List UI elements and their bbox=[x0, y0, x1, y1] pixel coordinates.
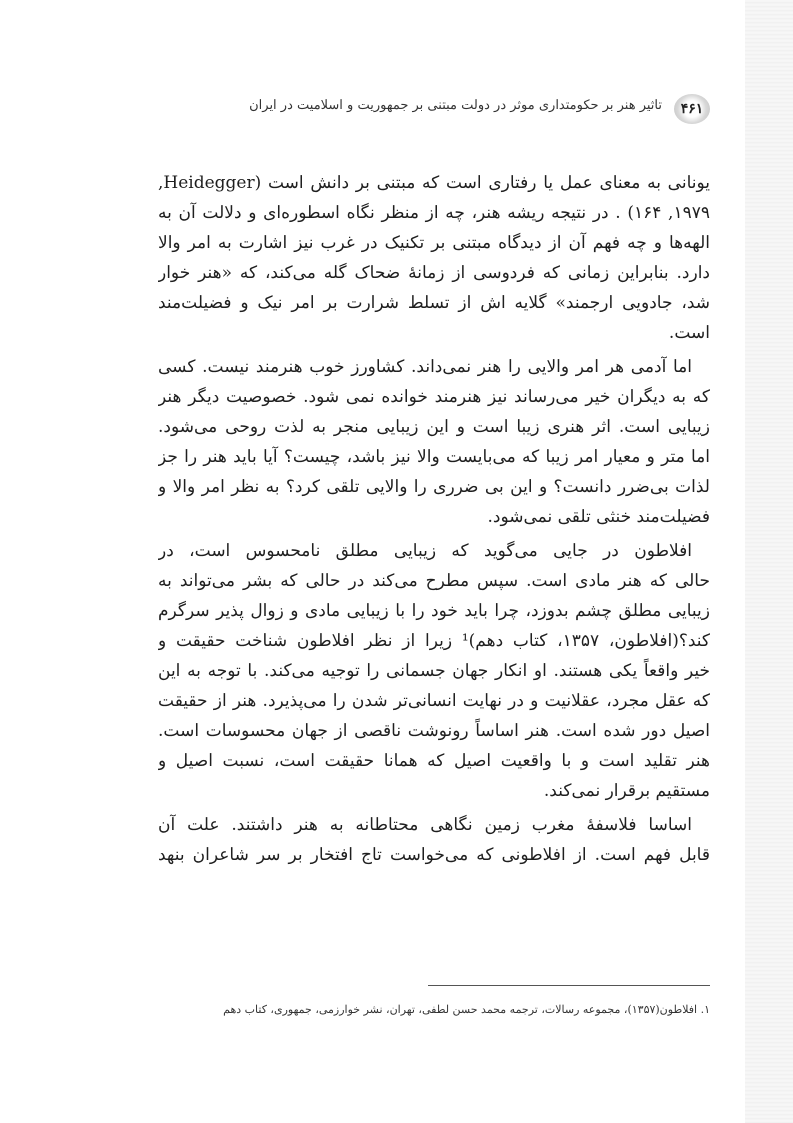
text-line: زیبایی مطلق چشم بدوزد، چرا باید خود را با زیبایی مادی و زوال پذیر سرگرم bbox=[158, 601, 710, 621]
text-line: کند؟(افلاطون، ۱۳۵۷، کتاب دهم)¹ زیرا از نظر افلاطون شناخت حقیقت و bbox=[158, 631, 710, 651]
text-line: افلاطون در جایی می‌گوید که زیبایی مطلق نامحسوس است، در bbox=[158, 541, 692, 561]
body-text bbox=[158, 168, 710, 874]
running-head: تاثیر هنر بر حکومتداری موثر در دولت مبتنی بر جمهوریت و اسلامیت در ایران bbox=[249, 98, 662, 113]
text-line: خیر واقعاً یکی هستند. او انکار جهان جسمانی را توجیه می‌کند. با توجه به این bbox=[158, 661, 710, 681]
footnote-divider bbox=[428, 985, 710, 986]
text-line: فضیلت‌مند خنثی تلقی نمی‌شود. bbox=[487, 507, 710, 527]
text-line: که به دیگران خیر می‌رساند نیز هنرمند خوانده نمی شود. خصوصیت دیگر هنر bbox=[158, 387, 710, 407]
text-line: زیبایی است. اثر هنری زیبا است و این زیبایی منجر به لذت روحی می‌شود. bbox=[158, 417, 710, 437]
text-line: یونانی به معنای عمل یا رفتاری است که مبتنی بر دانش است (Heidegger, bbox=[158, 173, 710, 193]
page-header bbox=[165, 90, 710, 130]
footnote: ۱. افلاطون(۱۳۵۷)، مجموعه رسالات، ترجمه محمد حسن لطفی، تهران، نشر خوارزمی، جمهوری، کتاب دهم bbox=[223, 1003, 710, 1016]
paragraph-1 bbox=[158, 168, 710, 348]
text-line: شد، جادویی ارجمند» گلایه اش از تسلط شرارت بر امر نیک و فضیلت‌مند bbox=[158, 293, 710, 313]
text-line: هنر تقلید است و با واقعیت اصیل که همانا حقیقت است، نسبت اصیل و bbox=[158, 751, 710, 771]
text-line: مستقیم برقرار نمی‌کند. bbox=[543, 781, 710, 801]
page-number: ۴۶۱ bbox=[680, 101, 704, 117]
text-line: حالی که هنر مادی است. سپس مطرح می‌کند در حالی که بشر می‌تواند به bbox=[158, 571, 710, 591]
text-line: قابل فهم است. از افلاطونی که می‌خواست تاج افتخار بر سر شاعران بنهد bbox=[158, 845, 710, 865]
paragraph-2 bbox=[158, 352, 710, 532]
text-line: الهه‌ها و چه فهم آن از دیدگاه مبتنی بر تکنیک در غرب نیز اشارت به امر والا bbox=[158, 233, 710, 253]
text-line: اصیل دور شده است. هنر اساساً رونوشت ناقصی از جهان محسوسات است. bbox=[158, 721, 710, 741]
paragraph-3 bbox=[158, 536, 710, 806]
paragraph-4 bbox=[158, 810, 710, 870]
text-line: ۱۹۷۹, ۱۶۴) . در نتیجه ریشه هنر، چه از منظر نگاه اسطوره‌ای و دلالت آن به bbox=[158, 203, 710, 223]
text-line: که عقل مجرد، عقلانیت و در نهایت انسانی‌تر شدن را می‌پذیرد. هنر از حقیقت bbox=[158, 691, 710, 711]
text-line: اساسا فلاسفهٔ مغرب زمین نگاهی محتاطانه به هنر داشتند. علت آن bbox=[158, 815, 692, 835]
scanned-page-edge bbox=[745, 0, 793, 1123]
text-line: دارد. بنابراین زمانی که فردوسی از زمانهٔ ضحاک گله می‌کند، که «هنر خوار bbox=[158, 263, 710, 283]
text-line: اما متر و معیار امر زیبا که می‌بایست والا نیز باشد، چیست؟ آیا باید هنر را جز bbox=[158, 447, 710, 467]
text-line: است. bbox=[668, 323, 710, 343]
text-line: اما آدمی هر امر والایی را هنر نمی‌داند. کشاورز خوب هنرمند نیست. کسی bbox=[158, 357, 692, 377]
page-number-badge bbox=[674, 94, 710, 124]
text-line: لذات بی‌ضرر دانست؟ و این بی ضرری را والایی تلقی کرد؟ به نظر امر والا و bbox=[158, 477, 710, 497]
